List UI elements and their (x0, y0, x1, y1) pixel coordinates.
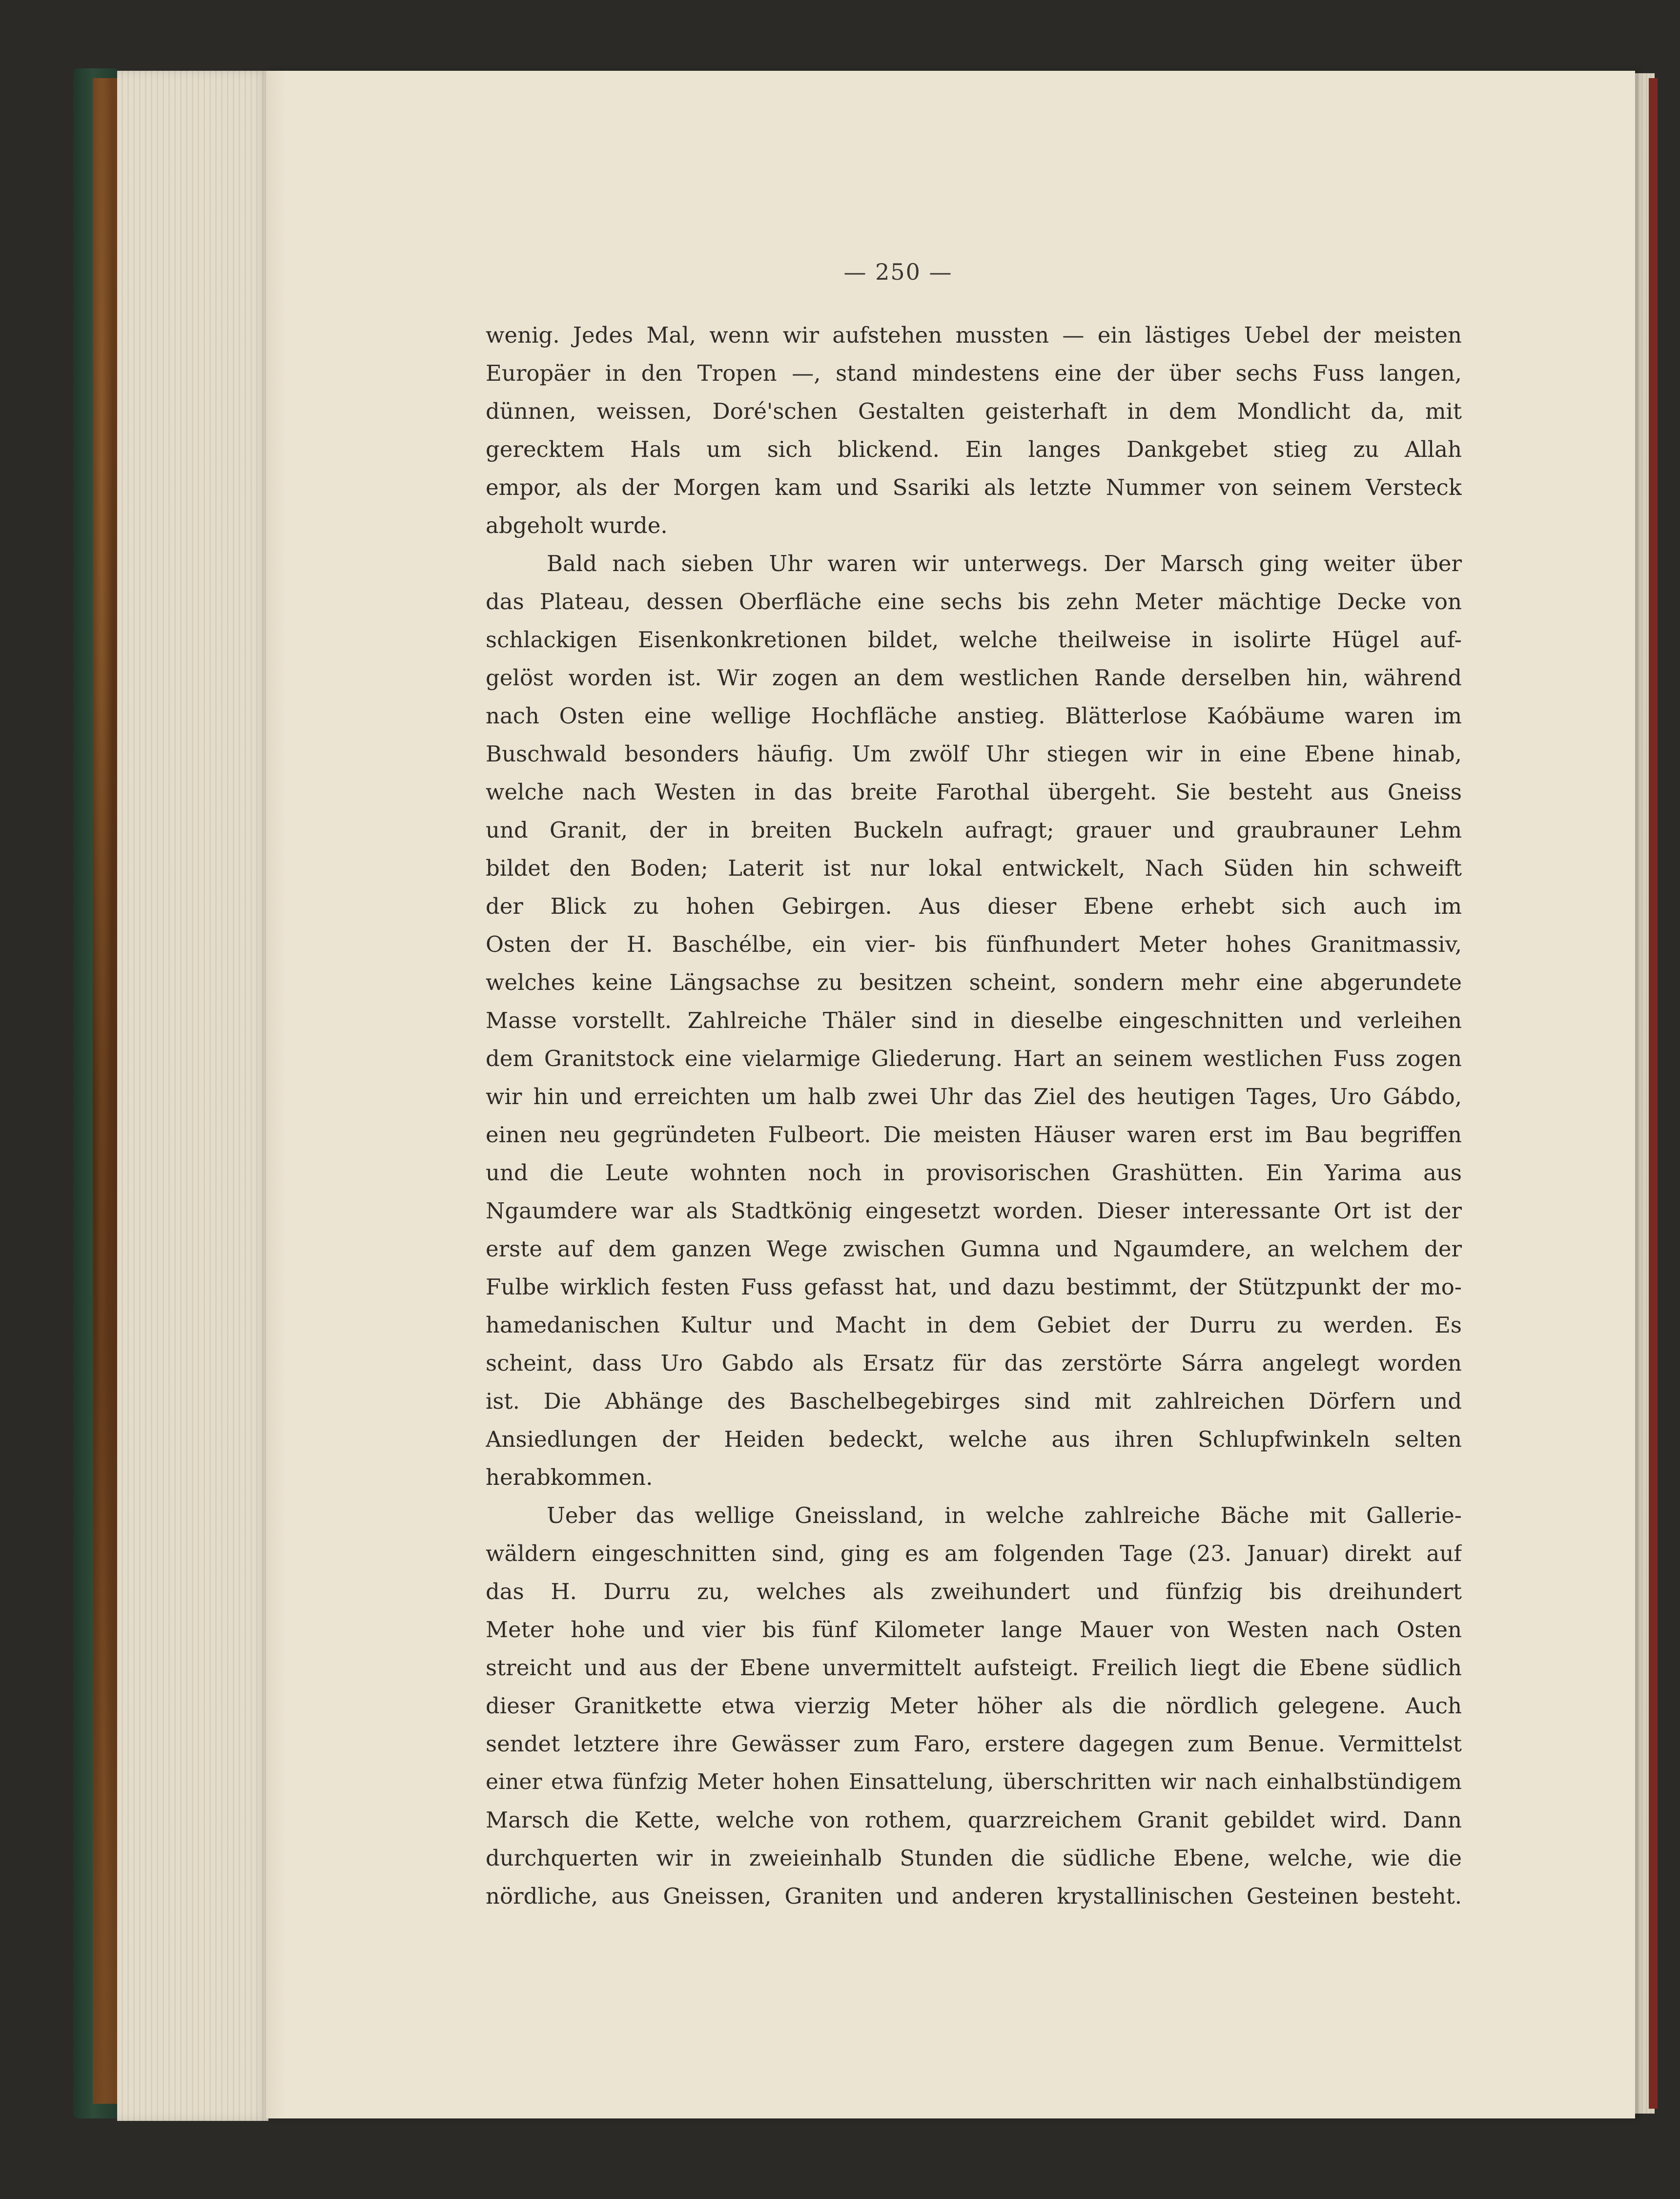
text-line: schlackigen Eisenkonkretionen bildet, welche theilweise in isolirte Hügel auf- (486, 627, 1462, 653)
text-line: Europäer in den Tropen —, stand mindestens eine der über sechs Fuss langen, (486, 360, 1462, 386)
text-line: dünnen, weissen, Doré'schen Gestalten geisterhaft in dem Mondlicht da, mit (486, 398, 1462, 424)
text-line: einen neu gegründeten Fulbeort. Die meisten Häuser waren erst im Bau begriffen (486, 1122, 1462, 1148)
text-line: Ngaumdere war als Stadtkönig eingesetzt worden. Dieser interessante Ort ist der (486, 1198, 1462, 1224)
text-line: das H. Durru zu, welches als zweihundert und fünfzig bis dreihundert (486, 1579, 1462, 1604)
text-line: erste auf dem ganzen Wege zwischen Gumna und Ngaumdere, an welchem der (486, 1236, 1462, 1262)
text-line: bildet den Boden; Laterit ist nur lokal entwickelt, Nach Süden hin schweift (486, 855, 1462, 881)
text-line: nach Osten eine wellige Hochfläche anstieg. Blätterlose Kaóbäume waren im (486, 703, 1462, 729)
text-line: Marsch die Kette, welche von rothem, quarzreichem Granit gebildet wird. Dann (486, 1807, 1462, 1833)
text-line: welche nach Westen in das breite Farothal übergeht. Sie besteht aus Gneiss (486, 779, 1462, 805)
paragraph-2 (486, 545, 1462, 1497)
text-line: streicht und aus der Ebene unvermittelt aufsteigt. Freilich liegt die Ebene südlich (486, 1655, 1462, 1681)
text-line: und die Leute wohnten noch in provisorischen Grashütten. Ein Yarima aus (486, 1160, 1462, 1186)
text-line: gelöst worden ist. Wir zogen an dem westlichen Rande derselben hin, während (486, 665, 1462, 691)
text-line: gerecktem Hals um sich blickend. Ein langes Dankgebet stieg zu Allah (486, 436, 1462, 462)
text-line: Masse vorstellt. Zahlreiche Thäler sind in dieselbe eingeschnitten und verleihen (486, 1007, 1462, 1033)
text-line: einer etwa fünfzig Meter hohen Einsattelung, überschritten wir nach einhalbstündigem (486, 1769, 1462, 1794)
text-line: scheint, dass Uro Gabdo als Ersatz für das zerstörte Sárra angelegt worden (486, 1350, 1462, 1376)
text-line: das Plateau, dessen Oberfläche eine sechs bis zehn Meter mächtige Decke von (486, 589, 1462, 615)
text-line: wenig. Jedes Mal, wenn wir aufstehen mussten — ein lästiges Uebel der meisten (486, 322, 1462, 348)
text-line: durchquerten wir in zweieinhalb Stunden die südliche Ebene, welche, wie die (486, 1845, 1462, 1871)
text-line: welches keine Längsachse zu besitzen scheint, sondern mehr eine abgerundete (486, 969, 1462, 995)
text-line: Osten der H. Baschélbe, ein vier- bis fünfhundert Meter hohes Granitmassiv, (486, 931, 1462, 957)
paragraph-3 (486, 1497, 1462, 1915)
text-line: wäldern eingeschnitten sind, ging es am folgenden Tage (23. Januar) direkt auf (486, 1541, 1462, 1566)
text-line: herabkommen. (486, 1464, 653, 1490)
text-line: Ueber das wellige Gneissland, in welche zahlreiche Bäche mit Gallerie- (547, 1502, 1462, 1528)
text-line: Meter hohe und vier bis fünf Kilometer lange Mauer von Westen nach Osten (486, 1617, 1462, 1643)
text-line: nördliche, aus Gneissen, Graniten und anderen krystallinischen Gesteinen besteht. (486, 1883, 1462, 1909)
book-cover-right (1649, 78, 1658, 2109)
text-line: hamedanischen Kultur und Macht in dem Gebiet der Durru zu werden. Es (486, 1312, 1462, 1338)
text-line: dem Granitstock eine vielarmige Gliederung. Hart an seinem westlichen Fuss zogen (486, 1046, 1462, 1071)
body-text (486, 316, 1462, 1915)
text-line: abgeholt wurde. (486, 513, 668, 538)
text-line: der Blick zu hohen Gebirgen. Aus dieser Ebene erhebt sich auch im (486, 893, 1462, 919)
text-line: sendet letztere ihre Gewässer zum Faro, erstere dagegen zum Benue. Vermittelst (486, 1731, 1462, 1757)
text-line: Fulbe wirklich festen Fuss gefasst hat, und dazu bestimmt, der Stützpunkt der mo- (486, 1274, 1462, 1300)
page-edges-left (117, 71, 268, 2121)
paragraph-1 (486, 316, 1462, 545)
text-line: dieser Granitkette etwa vierzig Meter höher als die nördlich gelegene. Auch (486, 1693, 1462, 1719)
text-line: ist. Die Abhänge des Baschelbegebirges sind mit zahlreichen Dörfern und (486, 1388, 1462, 1414)
text-line: und Granit, der in breiten Buckeln aufragt; grauer und graubrauner Lehm (486, 817, 1462, 843)
page-number: — 250 — (843, 259, 953, 285)
text-line: Bald nach sieben Uhr waren wir unterwegs. Der Marsch ging weiter über (547, 551, 1462, 576)
text-line: empor, als der Morgen kam und Ssariki als letzte Nummer von seinem Versteck (486, 474, 1462, 500)
text-line: wir hin und erreichten um halb zwei Uhr das Ziel des heutigen Tages, Uro Gábdo, (486, 1084, 1462, 1110)
text-line: Ansiedlungen der Heiden bedeckt, welche aus ihren Schlupfwinkeln selten (486, 1426, 1462, 1452)
text-line: Buschwald besonders häufig. Um zwölf Uhr stiegen wir in eine Ebene hinab, (486, 741, 1462, 767)
